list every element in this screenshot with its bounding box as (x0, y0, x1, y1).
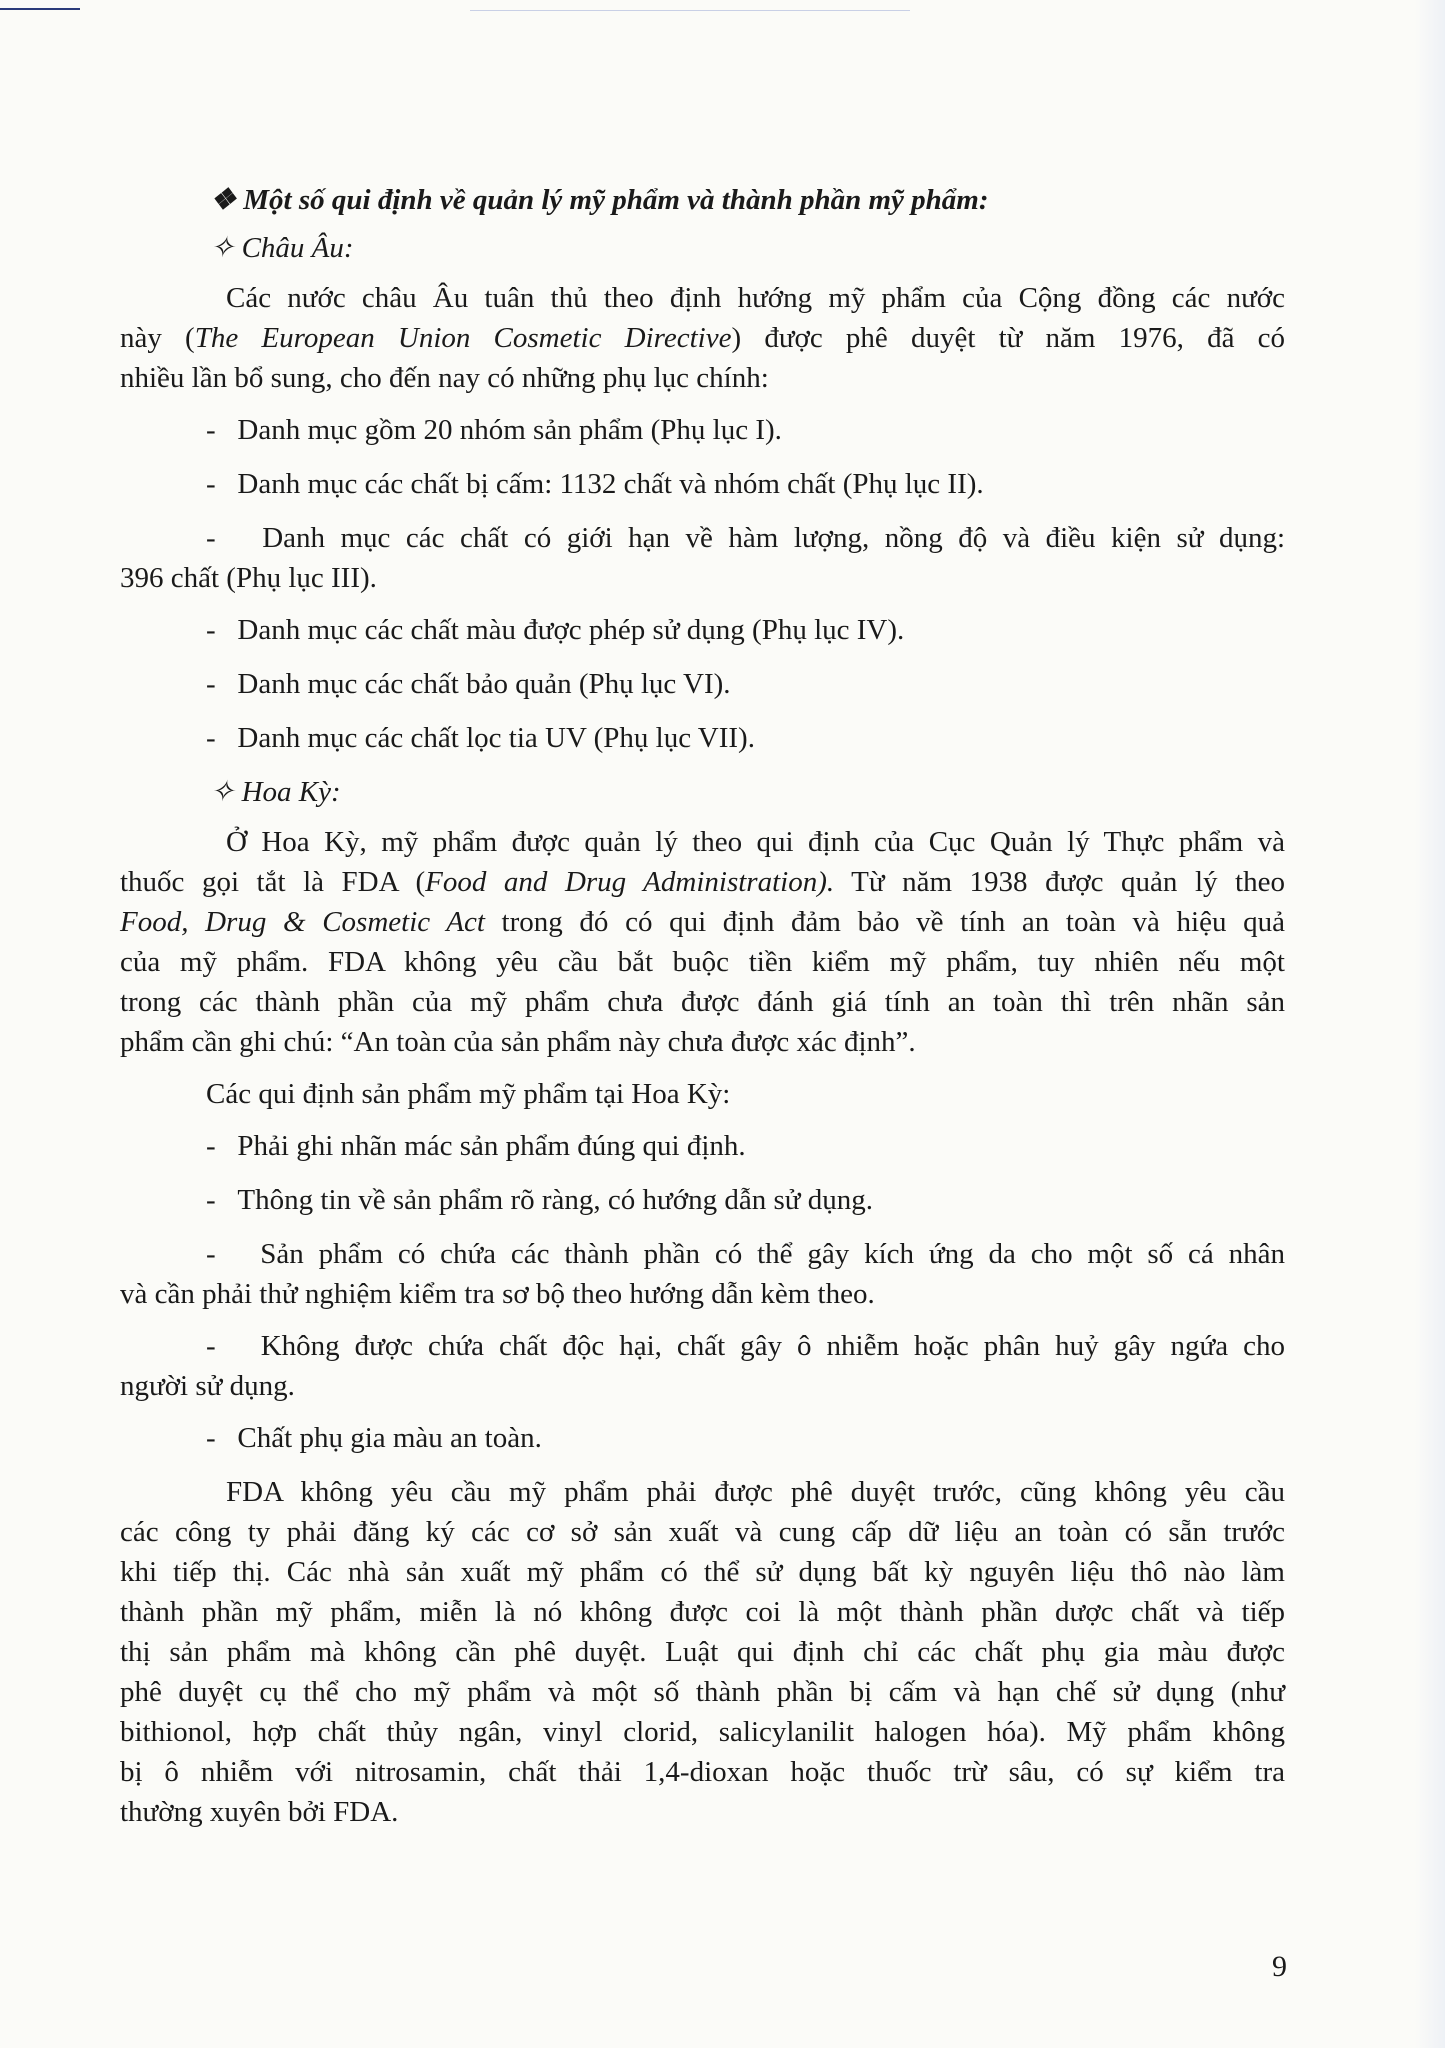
dash-bullet: - (206, 522, 216, 554)
dash-bullet: - (206, 1184, 216, 1216)
list-item: - Danh mục các chất có giới hạn về hàm lượng, nồng độ và điều kiện sử dụng: 396 chất (Phụ lục III). (120, 522, 1286, 594)
page-number: 9 (1272, 1950, 1287, 1983)
scan-edge-mark-light (470, 10, 910, 11)
dash-bullet: - (206, 468, 216, 500)
usa-paragraph-1: Ở Hoa Kỳ, mỹ phẩm được quản lý theo qui định của Cục Quản lý Thực phẩm và thuốc gọi tắt là FDA (Food and Drug Administration). Từ năm 1938 được quản lý theo Food, Drug & Cosmetic Act trong đó có qui định đảm bảo về tính an toàn và hiệu quả của mỹ phẩm. FDA không yêu cầu bắt buộc tiền kiểm mỹ phẩm, tuy nhiên nếu một trong các thành phần của mỹ phẩm chưa được đánh giá tính an toàn thì trên nhãn sản phẩm cần ghi chú: “An toàn của sản phẩm này chưa được xác định”. (120, 826, 1285, 1058)
list-item: - Không được chứa chất độc hại, chất gây ô nhiễm hoặc phân huỷ gây ngứa cho người sử dụng. (120, 1330, 1285, 1402)
star-bullet-icon: ✧ (210, 232, 235, 264)
star-bullet-icon: ✧ (210, 776, 235, 808)
europe-intro-line: này (The European Union Cosmetic Directive) được phê duyệt từ năm 1976, đã có (120, 322, 1285, 354)
dash-bullet: - (206, 722, 216, 754)
eu-directive-title: The European Union Cosmetic Directive (194, 322, 732, 354)
europe-intro-paragraph (120, 278, 1285, 398)
act-title: Food, Drug & Cosmetic Act (120, 906, 485, 938)
dash-bullet: - (206, 1238, 216, 1270)
dash-bullet: - (206, 1130, 216, 1162)
list-item: - Thông tin về sản phẩm rõ ràng, có hướng dẫn sử dụng. (206, 1184, 873, 1216)
list-item: - Danh mục các chất bảo quản (Phụ lục VI). (206, 668, 731, 700)
list-item: - Sản phẩm có chứa các thành phần có thể gây kích ứng da cho một số cá nhân và cần phải thử nghiệm kiểm tra sơ bộ theo hướng dẫn kèm theo. (120, 1238, 1285, 1310)
dash-bullet: - (206, 614, 216, 646)
fda-full-name: Food and Drug Administration). (425, 866, 835, 898)
usa-subheading (210, 772, 1285, 812)
page-edge-shadow (1415, 0, 1445, 2048)
europe-intro-line: nhiều lần bổ sung, cho đến nay có những phụ lục chính: (120, 362, 769, 394)
europe-intro-line: Các nước châu Âu tuân thủ theo định hướng mỹ phẩm của Cộng đồng các nước (226, 282, 1285, 314)
europe-title: Châu Âu: (241, 232, 354, 264)
list-item: - Danh mục các chất lọc tia UV (Phụ lục VII). (206, 722, 755, 754)
europe-subheading (210, 228, 1285, 268)
diamond-bullet-icon: ❖ (210, 184, 236, 216)
usa-paragraph-2: FDA không yêu cầu mỹ phẩm phải được phê duyệt trước, cũng không yêu cầu các công ty phải đăng ký các cơ sở sản xuất và cung cấp dữ liệu an toàn có sẵn trước khi tiếp thị. Các nhà sản xuất mỹ phẩm có thể sử dụng bất kỳ nguyên liệu thô nào làm thành phần mỹ phẩm, miễn là nó không được coi là một thành phần dược chất và tiếp thị sản phẩm mà không cần phê duyệt. Luật qui định chỉ các chất phụ gia màu được phê duyệt cụ thể cho mỹ phẩm và một số thành phần bị cấm và hạn chế sử dụng (như bithionol, hợp chất thủy ngân, vinyl clorid, salicylanilit halogen hóa). Mỹ phẩm không bị ô nhiễm với nitrosamin, chất thải 1,4-dioxan hoặc thuốc trừ sâu, có sự kiểm tra thường xuyên bởi FDA. (120, 1476, 1285, 1828)
document-body (120, 180, 1285, 1832)
list-item: - Danh mục các chất bị cấm: 1132 chất và nhóm chất (Phụ lục II). (206, 468, 984, 500)
section-heading (210, 180, 1285, 220)
usa-rules-intro: Các qui định sản phẩm mỹ phẩm tại Hoa Kỳ: (206, 1078, 731, 1110)
list-item: - Danh mục các chất màu được phép sử dụng (Phụ lục IV). (206, 614, 905, 646)
usa-title: Hoa Kỳ: (241, 776, 341, 808)
dash-bullet: - (206, 1422, 216, 1454)
dash-bullet: - (206, 668, 216, 700)
list-item: - Phải ghi nhãn mác sản phẩm đúng qui định. (206, 1130, 746, 1162)
list-item: - Chất phụ gia màu an toàn. (206, 1422, 542, 1454)
dash-bullet: - (206, 414, 216, 446)
section-heading-text: Một số qui định về quản lý mỹ phẩm và thành phần mỹ phẩm: (243, 184, 989, 216)
scan-edge-mark (0, 8, 80, 10)
list-item: - Danh mục gồm 20 nhóm sản phẩm (Phụ lục I). (206, 414, 782, 446)
dash-bullet: - (206, 1330, 216, 1362)
